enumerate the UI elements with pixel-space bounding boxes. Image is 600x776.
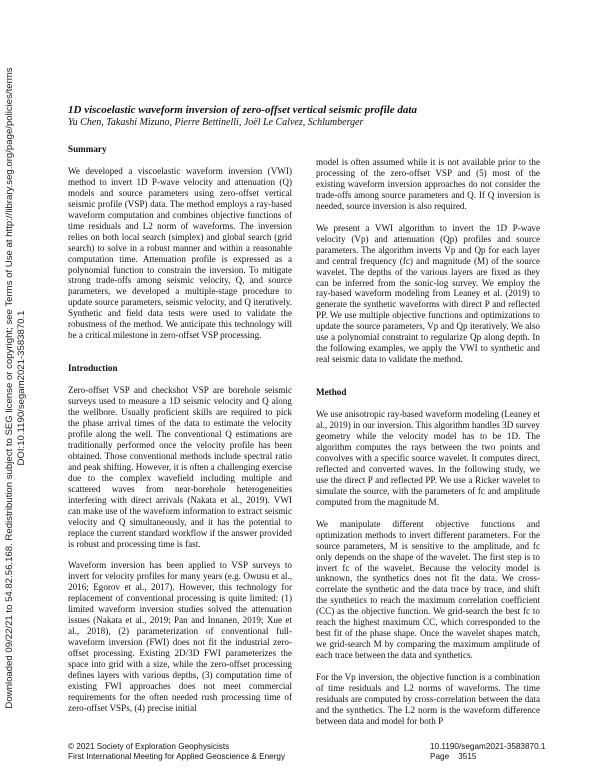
download-notice-line: Downloaded 09/22/21 to 54.82.56.168. Redistribution subject to SEG license or copyright; see Terms of Use at http://library.seg.org/page/policies/terms xyxy=(4,67,15,709)
footer-right xyxy=(430,742,545,762)
introduction-paragraph-1: Zero-offset VSP and checkshot VSP are borehole seismic surveys used to measure a 1D seismic velocity and Q along the wellbore. Usually proficient skills are required to pick the phase arrival times of the data to estimate the velocity profile along the well. The conventional Q estimations are traditionally performed once the velocity profile has been obtained. Those conventional methods include spectral ratio and peak shifting. However, it is often a challenging exercise due to the complex wavefield including multiple and scattered waves from near-borehole heterogeneities interfering with direct arrivals (Nakata et al., 2019). VWI can make use of the waveform information to extract seismic velocity and Q simultaneously, and it has the potential to replace the current standard workflow if the answer provided is robust and processing time is fast. xyxy=(68,385,292,549)
body-paragraph-1: model is often assumed while it is not available prior to the processing of the zero-offset VSP and (5) most of the existing waveform inversion approaches do not consider the trade-offs among source parameters and Q. If Q inversion is needed, source inversion is also required. xyxy=(316,157,540,211)
download-notice xyxy=(4,2,28,774)
method-paragraph-2: We manipulate different objective functions and optimization methods to invert different parameters. For the source parameters, M is sensitive to the amplitude, and fc only depends on the shape of the wavelet. The first step is to invert fc of the wavelet. Because the velocity model is unknown, the synthetics does not fit the data. We cross-correlate the synthetic and the data trace by trace, and shift the synthetics to reach the maximum correlation coefficient (CC) as the objective function. We grid-search the best fc to reach the highest maximum CC, which corresponded to the best fit of the phase shape. Once the wavelet shapes match, we grid-search M by comparing the maximum amplitude of each trace between the data and synthetics. xyxy=(316,518,540,661)
footer-page xyxy=(430,752,545,762)
footer-doi: 10.1190/segam2021-3583870.1 xyxy=(430,742,546,751)
body-paragraph-2: We present a VWI algorithm to invert the 1D P-wave velocity (Vp) and attenuation (Qp) profiles and source parameters. The algorithm inverts Vp and Qp for each layer and central frequency (fc) and magnitude (M) of the source wavelet. The depths of the various layers are fixed as they can be inferred from the sonic-log survey. We employ the ray-based waveform modeling from Leaney et al. (2019) to generate the synthetic waveforms with direct P and reflected PP. We use multiple objective functions and optimizations to update the source parameters, Vp and Qp iteratively. We also use a polynomial constraint to regularize Qp along depth. In the following examples, we apply the VWI to synthetic and real seismic data to validate the method. xyxy=(316,222,540,365)
footer-meeting: First International Meeting for Applied Geoscience & Energy xyxy=(68,752,286,761)
introduction-heading: Introduction xyxy=(68,363,118,374)
method-paragraph-3: For the Vp inversion, the objective function is a combination of time residuals and L2 norms of waveforms. The time residuals are computed by cross-correlation between the data and the synthetics. The L2 norm is the waveform difference between data and model for both P xyxy=(316,672,540,726)
left-column xyxy=(68,144,292,725)
method-heading: Method xyxy=(316,387,347,398)
introduction-paragraph-2: Waveform inversion has been applied to VSP surveys to invert for velocity profiles for many years (e.g. Owusu et al., 2016; Egorov et al., 2017). However, this technology for replacement of conventional processing is quite limited: (1) limited waveform inversion studies solved the attenuation issues (Nakata et al., 2019; Pan and Innanen, 2019; Xue et al., 2018), (2) parameterization of conventional full-waveform inversion (FWI) does not fit the industrial zero-offset processing. Existing 2D/3D FWI parameterizes the space into grid with a size, while the zero-offset processing defines layers with various depths, (3) computation time of existing FWI approaches does not meet commercial requirements for the often needed rush processing time of zero-offset VSPs, (4) precise initial xyxy=(68,560,292,713)
page-number: 3515 xyxy=(458,752,477,761)
paper-authors: Yu Chen, Takashi Mizuno, Pierre Bettinelli, Joël Le Calvez, Schlumberger xyxy=(68,117,364,128)
summary-paragraph: We developed a viscoelastic waveform inversion (VWI) method to invert 1D P-wave velocity and attenuation (Q) models and source parameters using zero-offset vertical seismic profile (VSP) data. The method employs a ray-based waveform computation and combines objective functions of time residuals and L2 norm of waveforms. The inversion relies on both local search (simplex) and global search (grid search) to solve in a robust manner and within a reasonable computation time. Attenuation profile is expressed as a polynomial function to constrain the inversion. To mitigate strong trade-offs among seismic velocity, Q, and source parameters, we developed a multiple-stage procedure to update source parameters, seismic velocity, and Q iteratively. Synthetic and field data tests were used to validate the robustness of the method. We anticipate this technology will be a critical milestone in zero-offset VSP processing. xyxy=(68,165,292,341)
footer-copyright: © 2021 Society of Exploration Geophysicists xyxy=(68,742,230,751)
page-label: Page xyxy=(430,752,450,761)
right-column xyxy=(316,157,540,738)
method-paragraph-1: We use anisotropic ray-based waveform modeling (Leaney et al., 2019) in our inversion. This algorithm handles 3D survey geometry while the velocity model has to be 1D. The algorithm computes the rays between the two points and convolves with a specific source wavelet. It computes direct, reflected and converted waves. In the following study, we use the direct P and reflected PP. We use a Ricker wavelet to simulate the source, with the parameters of fc and amplitude computed from the magnitude M. xyxy=(316,409,541,507)
summary-heading: Summary xyxy=(68,144,107,154)
paper-title: 1D viscoelastic waveform inversion of zero-offset vertical seismic profile data xyxy=(68,104,417,116)
footer-left xyxy=(68,742,285,762)
download-doi-line: DOI:10.1190/segam2021-3583870.1 xyxy=(15,310,27,466)
